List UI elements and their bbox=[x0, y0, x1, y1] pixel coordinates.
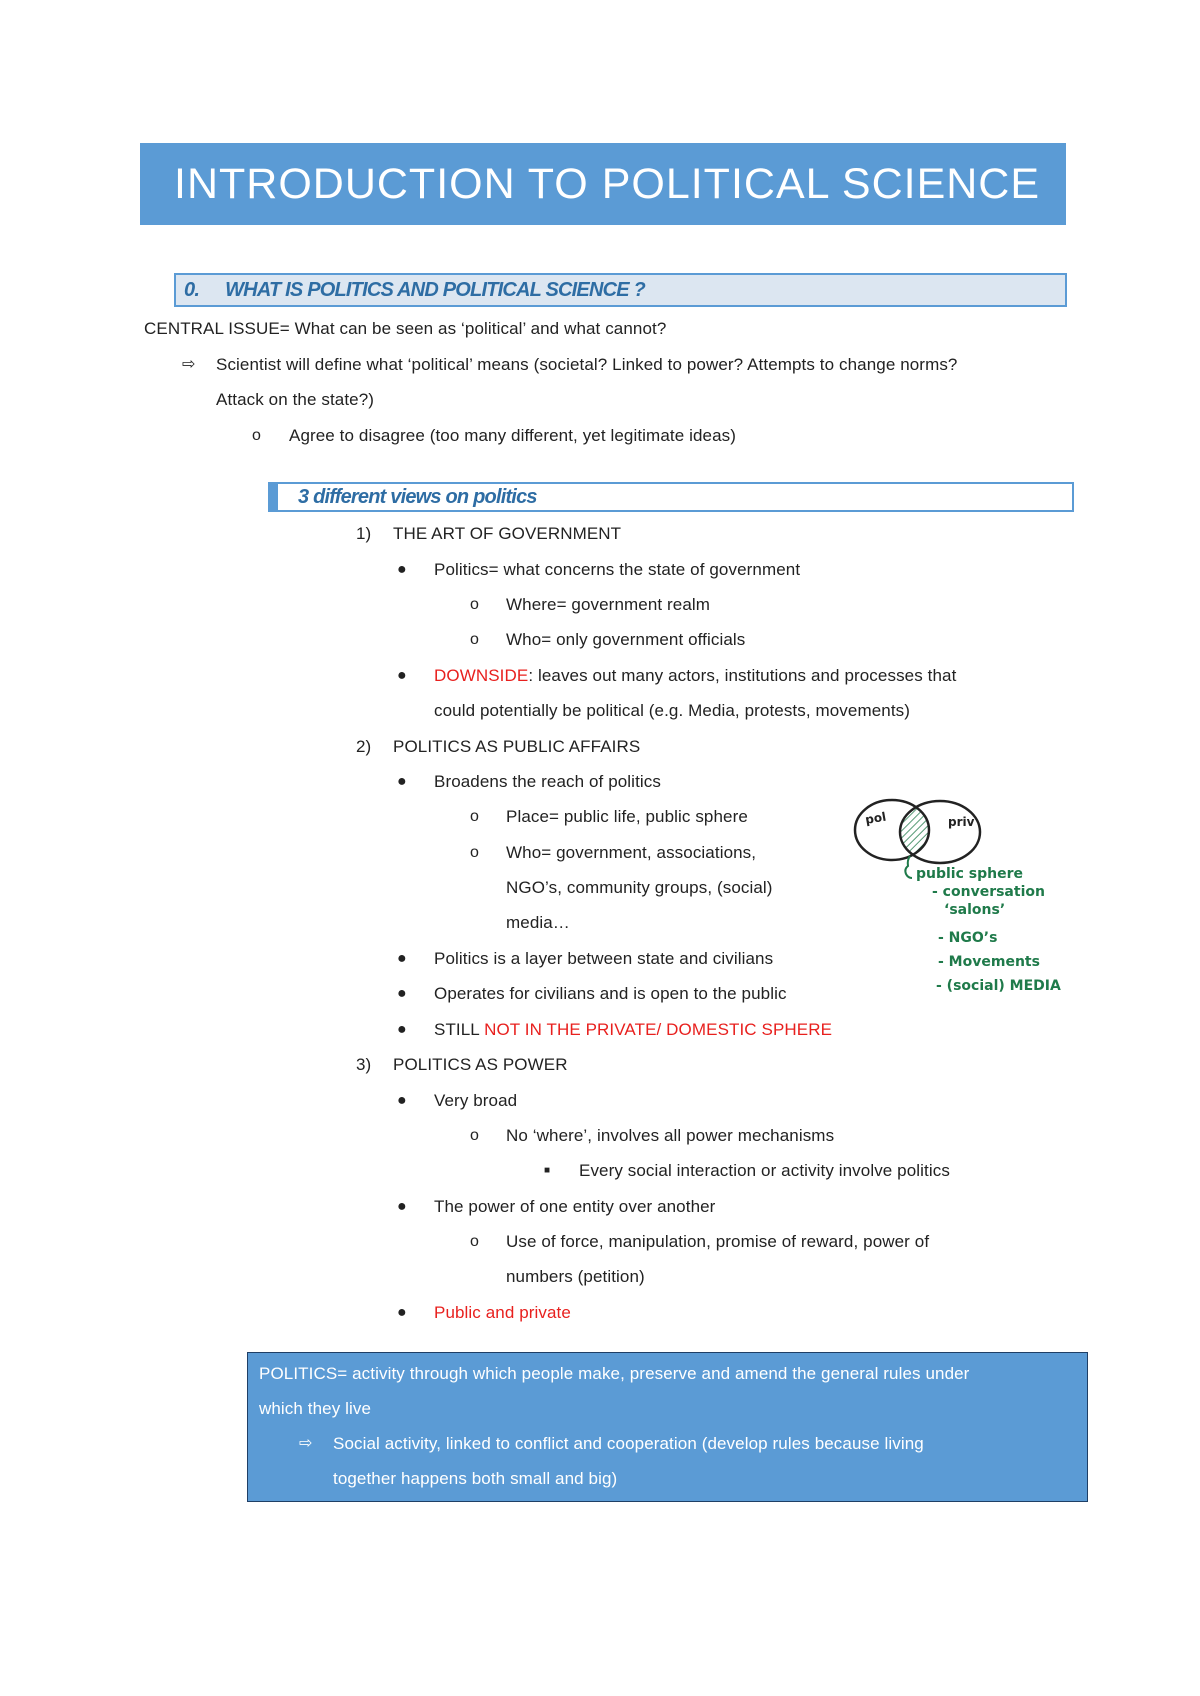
bullet-dot-icon: ● bbox=[397, 561, 407, 578]
circle-bullet-icon: o bbox=[470, 1233, 479, 1250]
circle-bullet-icon: o bbox=[470, 808, 479, 825]
view1-sub2: Who= only government officials bbox=[506, 630, 746, 649]
view3-sub1: No ‘where’, involves all power mechanisms bbox=[506, 1126, 835, 1145]
view3-bullet1: Very broad bbox=[434, 1091, 518, 1110]
view3-title: POLITICS AS POWER bbox=[393, 1055, 568, 1074]
document-title-text: INTRODUCTION TO POLITICAL SCIENCE bbox=[174, 159, 1041, 208]
view1-number: 1) bbox=[356, 524, 372, 543]
scientist-line-2: Attack on the state?) bbox=[216, 390, 375, 409]
view3-number: 3) bbox=[356, 1055, 372, 1074]
view2-bullet3: Operates for civilians and is open to the public bbox=[434, 984, 787, 1003]
note-conversation: - conversation bbox=[932, 884, 1045, 900]
view2-bullet2: Politics is a layer between state and civilians bbox=[434, 949, 774, 968]
definition-line1: POLITICS= activity through which people make, preserve and amend the general rules under bbox=[259, 1364, 970, 1383]
definition-arrow2: together happens both small and big) bbox=[333, 1469, 618, 1488]
view2-sub1: Place= public life, public sphere bbox=[506, 807, 748, 826]
section-number: 0. bbox=[184, 278, 200, 301]
circle-bullet-icon: o bbox=[470, 596, 479, 613]
view3-bullet2: The power of one entity over another bbox=[434, 1197, 716, 1216]
downside-text: : leaves out many actors, institutions and processes that bbox=[528, 666, 957, 685]
bullet-dot-icon: ● bbox=[397, 1198, 407, 1215]
view2-sub2b: NGO’s, community groups, (social) bbox=[506, 878, 773, 897]
scientist-line-1: Scientist will define what ‘political’ means (societal? Linked to power? Attempts to change norms? bbox=[216, 355, 958, 374]
circle-bullet-icon: o bbox=[252, 427, 261, 444]
priv-label: priv bbox=[948, 815, 975, 829]
note-ngos: - NGO’s bbox=[938, 930, 998, 946]
view2-title: POLITICS AS PUBLIC AFFAIRS bbox=[393, 737, 641, 756]
bullet-dot-icon: ● bbox=[397, 985, 407, 1002]
view1-bullet1: Politics= what concerns the state of government bbox=[434, 560, 801, 579]
section-heading-text: WHAT IS POLITICS AND POLITICAL SCIENCE ? bbox=[225, 278, 645, 301]
bullet-dot-icon: ● bbox=[397, 667, 407, 684]
bullet-dot-icon: ● bbox=[397, 1021, 407, 1038]
definition-line2: which they live bbox=[259, 1399, 372, 1418]
circle-bullet-icon: o bbox=[470, 844, 479, 861]
bullet-dot-icon: ● bbox=[397, 773, 407, 790]
view1-downside bbox=[434, 665, 956, 687]
not-private-sphere: NOT IN THE PRIVATE/ DOMESTIC SPHERE bbox=[484, 1020, 833, 1039]
pol-label: pol bbox=[864, 809, 888, 827]
definition-arrow1: Social activity, linked to conflict and cooperation (develop rules because living bbox=[333, 1434, 924, 1453]
note-salons: ‘salons’ bbox=[944, 902, 1006, 918]
view3-subsub1: Every social interaction or activity involve politics bbox=[579, 1161, 950, 1180]
view3-sub2b: numbers (petition) bbox=[506, 1267, 645, 1286]
pointer-bracket bbox=[905, 856, 912, 878]
view2-sub2c: media… bbox=[506, 913, 570, 932]
view2-bullet1: Broadens the reach of politics bbox=[434, 772, 661, 791]
central-issue: CENTRAL ISSUE= What can be seen as ‘political’ and what cannot? bbox=[144, 319, 667, 338]
view3-bullet3: Public and private bbox=[434, 1303, 571, 1322]
note-public-sphere: public sphere bbox=[916, 866, 1023, 882]
square-bullet-icon: ■ bbox=[544, 1165, 551, 1176]
venn-sketch bbox=[850, 790, 1100, 1010]
still-prefix: STILL bbox=[434, 1020, 485, 1039]
view1-title: THE ART OF GOVERNMENT bbox=[393, 524, 622, 543]
view2-sub2a: Who= government, associations, bbox=[506, 843, 757, 862]
arrow-bullet-icon: ⇨ bbox=[299, 1435, 313, 1452]
view3-sub2a: Use of force, manipulation, promise of reward, power of bbox=[506, 1232, 930, 1251]
document-title bbox=[140, 143, 1066, 225]
note-social-media: - (social) MEDIA bbox=[936, 978, 1061, 994]
bullet-dot-icon: ● bbox=[397, 950, 407, 967]
arrow-bullet-icon: ⇨ bbox=[182, 356, 196, 373]
circle-bullet-icon: o bbox=[470, 631, 479, 648]
subsection-heading-text: 3 different views on politics bbox=[298, 485, 537, 508]
agree-line: Agree to disagree (too many different, yet legitimate ideas) bbox=[289, 426, 736, 445]
view1-sub1: Where= government realm bbox=[506, 595, 711, 614]
subsection-heading bbox=[268, 482, 1074, 512]
section-heading bbox=[174, 273, 1067, 307]
note-movements: - Movements bbox=[938, 954, 1040, 970]
view2-bullet4 bbox=[434, 1019, 832, 1041]
bullet-dot-icon: ● bbox=[397, 1304, 407, 1321]
downside-label: DOWNSIDE bbox=[434, 666, 529, 685]
view2-number: 2) bbox=[356, 737, 372, 756]
view1-downside-cont: could potentially be political (e.g. Media, protests, movements) bbox=[434, 701, 911, 720]
circle-bullet-icon: o bbox=[470, 1127, 479, 1144]
definition-box bbox=[247, 1352, 1088, 1502]
bullet-dot-icon: ● bbox=[397, 1092, 407, 1109]
